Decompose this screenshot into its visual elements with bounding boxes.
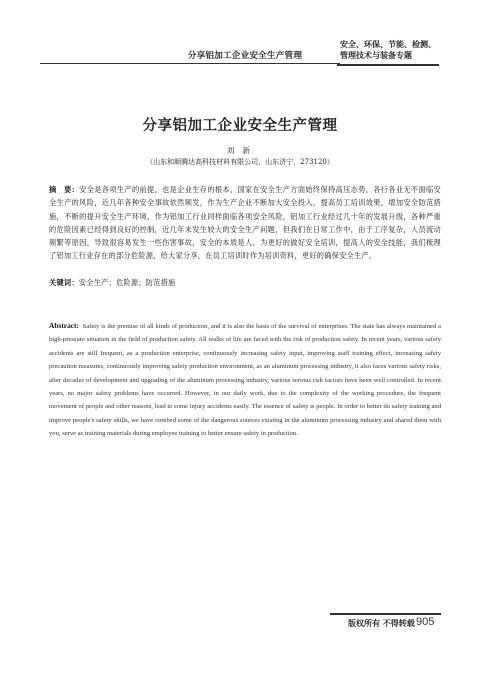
article-title: 分享铝加工企业安全生产管理 <box>142 117 338 134</box>
running-header-topic <box>340 39 440 61</box>
abstract-chinese-label: 摘 要： <box>49 185 80 194</box>
keywords-chinese <box>49 278 441 288</box>
abstract-english-label: Abstract: <box>49 321 79 330</box>
abstract-chinese <box>49 183 441 263</box>
footer-copyright: 版权所有 不得转载 <box>348 618 415 628</box>
article-affiliation: （山东和顺腾达高科技材料有限公司，山东济宁，273120） <box>146 158 334 166</box>
footer-divider <box>330 613 441 615</box>
abstract-chinese-text: 安全是各项生产的前提，也是企业生存的根本，国家在安全生产方面始终保持高压态势，各行各业无不面临安全生产的风险，近几年各种安全事故依然频发，作为生产企业不断加大安全投入，提高员工培训效果，增加安全防范措施，不断的提升安全生产环境，作为铝加工行业同样面临各项安全风险，铝加工行业经过几十年的发展升级，各种严重的危险因素已经得到良好的控制，近几年未发生较大的安全生产问题，但我们在日常工作中，由于工序复杂，人员流动频繁等原因，导致很容易发生一些伤害事故，安全的本质是人，为更好的做好安全培训，提高人的安全技能，我们梳理了铝加工行业存在的部分危险源，给大家分享，在员工培训时作为培训资料，更好的确保安全生产。 <box>49 185 441 261</box>
header-divider-left <box>40 63 340 64</box>
abstract-english-text: Safety is the premise of all kinds of production, and it is also the basis of the survival of enterprises. The state has always maintained a high-pressure situation in the field of production safety. All walks of life are faced with the risk of production safety. In recent years, various safety accidents are still frequent, as a production enterprise, continuously increasing safety input, improving staff training effect, increasing safety precaution measures, continuously improving safety production environment, as an aluminum processing industry, it also faces various safety risks, after decades of development and upgrading of the aluminum processing industry, various serious risk factors have been well controlled. In recent years, no major safety problems have occurred. However, in our daily work, due to the complexity of the working procedure, the frequent movement of people and other reasons, lead to some injury accidents easily. The essence of safety is people. In order to better do safety training and improve people's safety skills, we have combed some of the dangerous sources existing in the aluminum processing industry and shared them with you, serve as training materials during employee training to better ensure safety in production. <box>49 323 441 438</box>
page-number: 905 <box>416 616 435 628</box>
article-author: 刘 新 <box>226 146 254 155</box>
running-header-topic-line1: 安全、环保、节能、检测、 <box>340 39 436 49</box>
keywords-chinese-text: 安全生产；危险源；防范措施 <box>78 278 176 287</box>
keywords-chinese-label: 关键词： <box>49 278 79 287</box>
running-header-topic-line2: 管理技术与装备专题 <box>340 50 412 60</box>
header-divider-right <box>337 64 439 66</box>
running-header-title: 分享铝加工企业安全生产管理 <box>187 51 303 61</box>
abstract-english <box>49 319 441 441</box>
